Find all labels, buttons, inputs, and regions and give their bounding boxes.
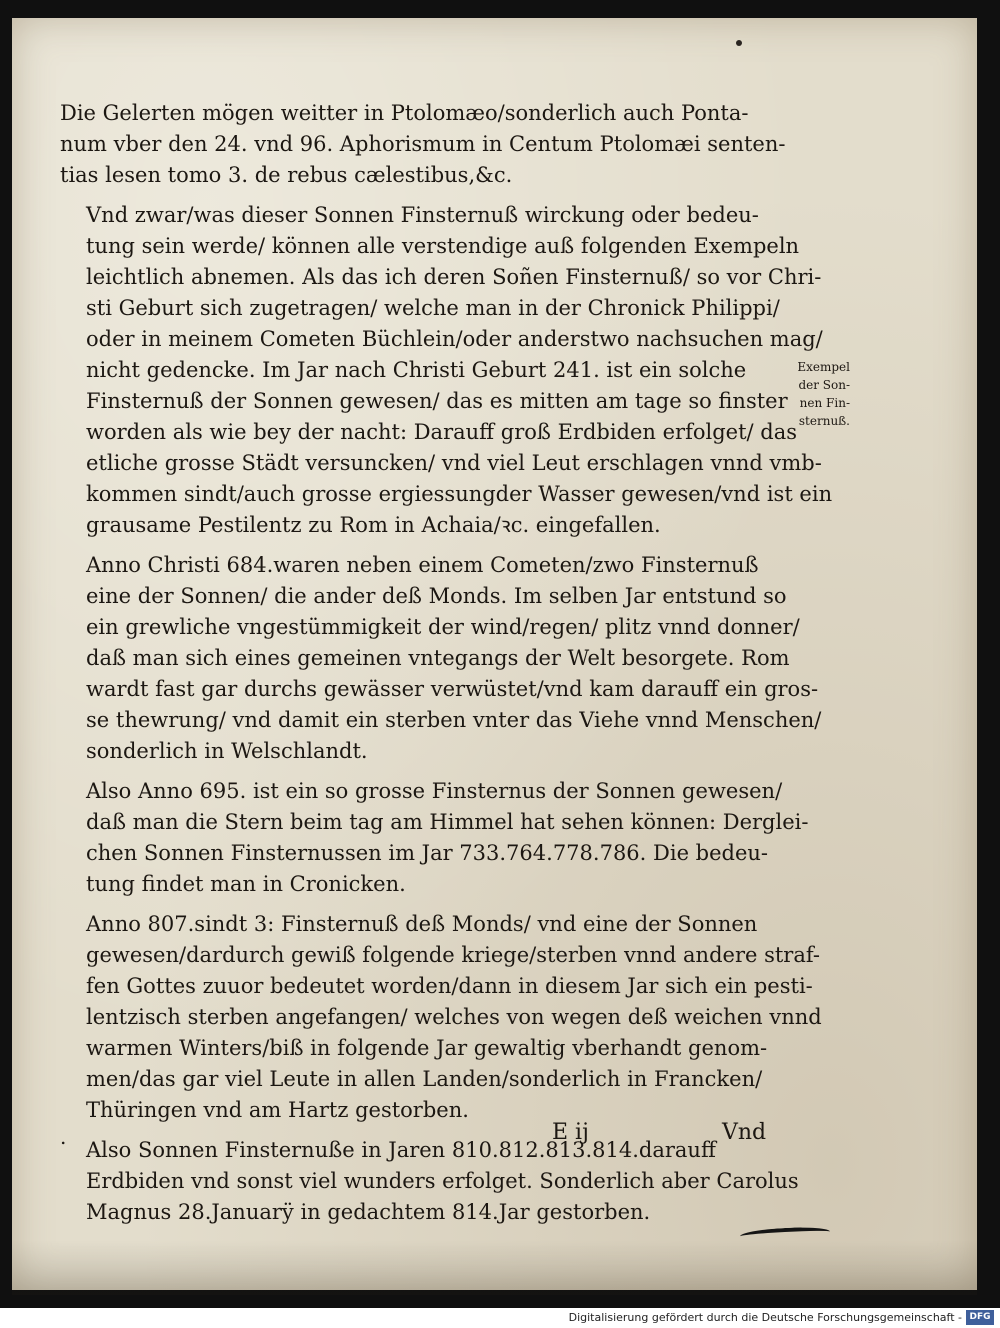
paragraph-1	[60, 98, 790, 191]
text-line: warmen Winters/biß in folgende Jar gewaltig vberhandt genom-	[86, 1036, 768, 1060]
text-line: num vber den 24. vnd 96. Aphorismum in Centum Ptolomæi senten-	[60, 132, 786, 156]
text-line: chen Sonnen Finsternussen im Jar 733.764.778.786. Die bedeu-	[86, 841, 769, 865]
text-line: daß man die Stern beim tag am Himmel hat sehen können: Derglei-	[86, 810, 809, 834]
page-edge-shadow	[12, 1240, 977, 1295]
text-line: wardt fast gar durchs gewässer verwüstet/vnd kam darauff ein gros-	[86, 677, 819, 701]
text-line: Anno 807.sindt 3: Finsternuß deß Monds/ vnd eine der Sonnen	[86, 912, 758, 936]
paragraph-6	[60, 1135, 799, 1228]
text-line: gewesen/dardurch gewiß folgende kriege/sterben vnnd andere straf-	[86, 943, 820, 967]
paragraph-5	[60, 909, 822, 1126]
paragraph-4	[60, 776, 809, 900]
marginal-note	[778, 358, 850, 430]
funding-credit: Digitalisierung gefördert durch die Deutsche Forschungsgemeinschaft -	[568, 1311, 962, 1324]
marginal-line: der Son-	[798, 378, 850, 392]
text-line: kommen sindt/auch grosse ergiessungder Wasser gewesen/vnd ist ein	[86, 482, 833, 506]
main-text	[60, 98, 833, 1237]
paragraph-2	[60, 200, 833, 541]
text-line: tung sein werde/ können alle verstendige auß folgenden Exempeln	[86, 234, 800, 258]
dfg-logo-icon: DFG	[966, 1310, 994, 1325]
text-line: sonderlich in Welschlandt.	[86, 739, 368, 763]
text-line: tung findet man in Cronicken.	[86, 872, 406, 896]
text-line: Die Gelerten mögen weitter in Ptolomæo/sonderlich auch Ponta-	[60, 101, 749, 125]
text-line: tias lesen tomo 3. de rebus cælestibus,&c.	[60, 163, 513, 187]
ink-speck	[736, 40, 742, 46]
footer-mark: .	[60, 1125, 67, 1149]
text-line: nicht gedencke. Im Jar nach Christi Geburt 241. ist ein solche	[86, 358, 747, 382]
signature-mark: E ij	[552, 1120, 589, 1145]
text-line: Magnus 28.Januarÿ in gedachtem 814.Jar gestorben.	[86, 1200, 651, 1224]
text-line: se thewrung/ vnd damit ein sterben vnter das Viehe vnnd Menschen/	[86, 708, 822, 732]
text-line: Also Anno 695. ist ein so grosse Finsternus der Sonnen gewesen/	[86, 779, 783, 803]
text-line: fen Gottes zuuor bedeutet worden/dann in diesem Jar sich ein pesti-	[86, 974, 813, 998]
text-line: Thüringen vnd am Hartz gestorben.	[86, 1098, 469, 1122]
text-line: men/das gar viel Leute in allen Landen/sonderlich in Francken/	[86, 1067, 763, 1091]
text-line: grausame Pestilentz zu Rom in Achaia/ꝛc. eingefallen.	[86, 513, 661, 537]
paragraph-3	[60, 550, 822, 767]
marginal-line: sternuß.	[798, 414, 850, 428]
text-line: worden als wie bey der nacht: Darauff groß Erdbiden erfolget/ das	[86, 420, 798, 444]
text-line: oder in meinem Cometen Büchlein/oder anderstwo nachsuchen mag/	[86, 327, 823, 351]
text-line: etliche grosse Städt versuncken/ vnd viel Leut erschlagen vnnd vmb-	[86, 451, 822, 475]
text-line: leichtlich abnemen. Als das ich deren Soñen Finsternuß/ so vor Chri-	[86, 265, 822, 289]
text-line: daß man sich eines gemeinen vntegangs der Welt besorgete. Rom	[86, 646, 790, 670]
marginal-line: Exempel	[797, 360, 850, 374]
text-line: sti Geburt sich zugetragen/ welche man in der Chronick Philippi/	[86, 296, 780, 320]
text-line: eine der Sonnen/ die ander deß Monds. Im selben Jar entstund so	[86, 584, 787, 608]
catchword: Vnd	[722, 1120, 767, 1145]
text-line: Erdbiden vnd sonst viel wunders erfolget. Sonderlich aber Carolus	[86, 1169, 799, 1193]
text-line: ein grewliche vngestümmigkeit der wind/regen/ plitz vnnd donner/	[86, 615, 800, 639]
text-line: lentzisch sterben angefangen/ welches von wegen deß weichen vnnd	[86, 1005, 822, 1029]
text-line: Anno Christi 684.waren neben einem Cometen/zwo Finsternuß	[86, 553, 759, 577]
text-line: Vnd zwar/was dieser Sonnen Finsternuß wirckung oder bedeu-	[86, 203, 759, 227]
text-line: Also Sonnen Finsternuße in Jaren 810.812.813.814.darauff	[86, 1138, 716, 1162]
text-line: Finsternuß der Sonnen gewesen/ das es mitten am tage so finster	[86, 389, 788, 413]
marginal-line: nen Fin-	[799, 396, 850, 410]
